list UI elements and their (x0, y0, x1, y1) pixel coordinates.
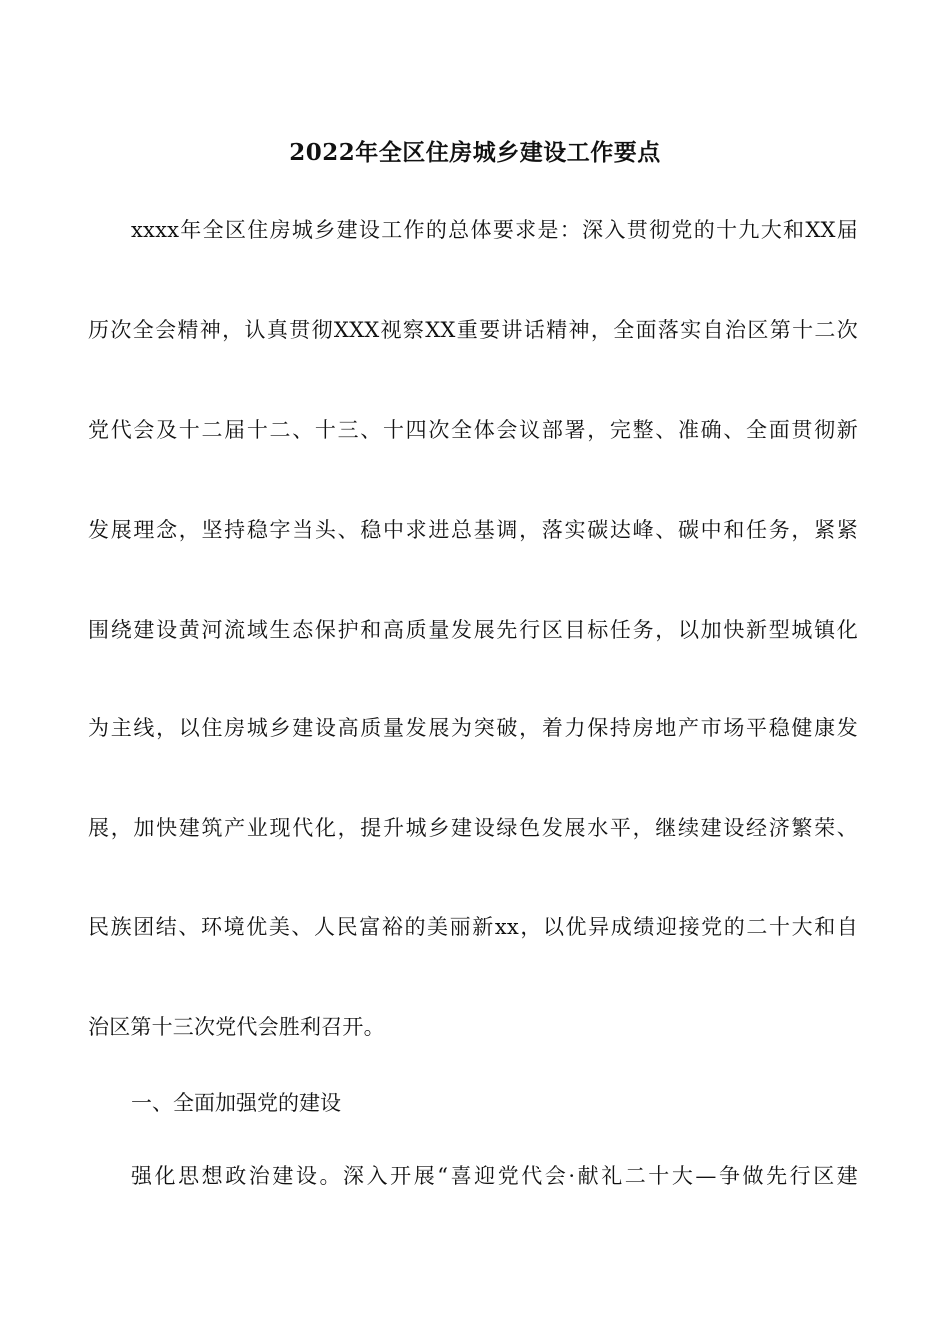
paragraph-1-line-1: xxxx年全区住房城乡建设工作的总体要求是：深入贯彻党的十九大和XX届 (131, 218, 858, 242)
paragraph-1-line-5: 围绕建设黄河流域生态保护和高质量发展先行区目标任务，以加快新型城镇化 (88, 618, 858, 642)
paragraph-1-line-9: 治区第十三次党代会胜利召开。 (88, 1015, 385, 1039)
paragraph-2-line-1: 强化思想政治建设。深入开展“喜迎党代会·献礼二十大—争做先行区建 (131, 1164, 858, 1188)
section-1-heading: 一、全面加强党的建设 (131, 1091, 341, 1115)
paragraph-1-line-3: 党代会及十二届十二、十三、十四次全体会议部署，完整、准确、全面贯彻新 (88, 418, 858, 442)
document-title: 2022年全区住房城乡建设工作要点 (289, 139, 661, 166)
paragraph-1-line-7: 展，加快建筑产业现代化，提升城乡建设绿色发展水平，继续建设经济繁荣、 (88, 816, 858, 840)
paragraph-1-line-8: 民族团结、环境优美、人民富裕的美丽新xx，以优异成绩迎接党的二十大和自 (88, 915, 858, 939)
paragraph-1-line-6: 为主线，以住房城乡建设高质量发展为突破，着力保持房地产市场平稳健康发 (88, 716, 858, 740)
paragraph-1-line-4: 发展理念，坚持稳字当头、稳中求进总基调，落实碳达峰、碳中和任务，紧紧 (88, 518, 858, 542)
paragraph-1-line-2: 历次全会精神，认真贯彻XXX视察XX重要讲话精神，全面落实自治区第十二次 (88, 318, 858, 342)
